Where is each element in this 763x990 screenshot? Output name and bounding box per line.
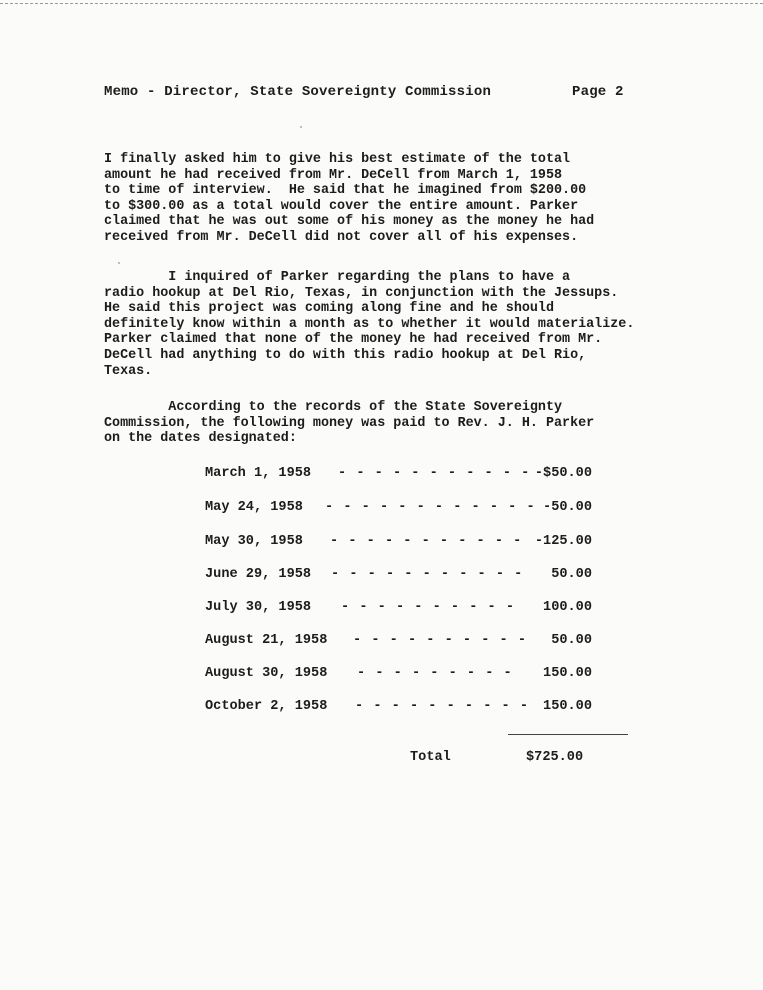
leader-dashes: - - - - - - - - - - (341, 600, 515, 615)
paragraph-estimate: I finally asked him to give his best estimate of the total amount he had received from Mr. DeCell from March 1, 1958 to time of interview. He said that he imagined from $200.00 to $300.00 as a total would cover the entire amount. Parker claimed that he was out some of his money as the money he had received from Mr. DeCell did not cover all of his expenses. (104, 152, 595, 245)
leader-dashes: - - - - - - - - - - - - (325, 500, 536, 515)
payment-row (205, 500, 600, 518)
payment-amount: 150.00 (543, 666, 592, 681)
payment-date: June 29, 1958 (205, 567, 312, 582)
payment-amount: -50.00 (543, 500, 592, 515)
payment-amount: 50.00 (551, 633, 592, 648)
sum-rule-line (508, 734, 628, 735)
payment-row (205, 466, 600, 484)
leader-dashes: - - - - - - - - - - (355, 699, 529, 714)
paragraph-records: According to the records of the State Sovereignty Commission, the following money was paid to Rev. J. H. Parker on the dates designated: (104, 400, 595, 447)
total-label: Total (410, 750, 451, 765)
payment-date: May 30, 1958 (205, 534, 303, 549)
scan-speck (118, 262, 120, 264)
payment-row (205, 534, 600, 552)
payment-row (205, 600, 600, 618)
payment-row (205, 567, 600, 585)
page-number: Page 2 (572, 84, 624, 100)
payment-date: July 30, 1958 (205, 600, 312, 615)
payment-amount: -125.00 (534, 534, 592, 549)
payment-amount: 150.00 (543, 699, 592, 714)
payment-amount: 50.00 (551, 567, 592, 582)
leader-dashes: - - - - - - - - - - - (338, 466, 531, 481)
memo-header-title: Memo - Director, State Sovereignty Commission (104, 84, 492, 100)
leader-dashes: - - - - - - - - - - - (331, 567, 524, 582)
payment-date: August 21, 1958 (205, 633, 328, 648)
payment-date: October 2, 1958 (205, 699, 328, 714)
paragraph-radio-hookup: I inquired of Parker regarding the plans to have a radio hookup at Del Rio, Texas, in conjunction with the Jessups. He said this project was coming along fine and he should definitely know within a month as to whether it would materialize. Parker claimed that none of the money he had received from Mr. DeCell had anything to do with this radio hookup at Del Rio, Texas. (104, 270, 635, 379)
payment-date: May 24, 1958 (205, 500, 303, 515)
payment-date: March 1, 1958 (205, 466, 312, 481)
payment-row (205, 633, 600, 651)
payment-row (205, 699, 600, 717)
top-edge-rule (0, 3, 763, 4)
scan-speck (300, 126, 302, 128)
leader-dashes: - - - - - - - - - - (353, 633, 527, 648)
leader-dashes: - - - - - - - - - - - (330, 534, 523, 549)
total-amount: $725.00 (526, 750, 584, 765)
leader-dashes: - - - - - - - - - (357, 666, 513, 681)
payment-amount: -$50.00 (534, 466, 592, 481)
payment-row (205, 666, 600, 684)
payment-date: August 30, 1958 (205, 666, 328, 681)
payment-amount: 100.00 (543, 600, 592, 615)
